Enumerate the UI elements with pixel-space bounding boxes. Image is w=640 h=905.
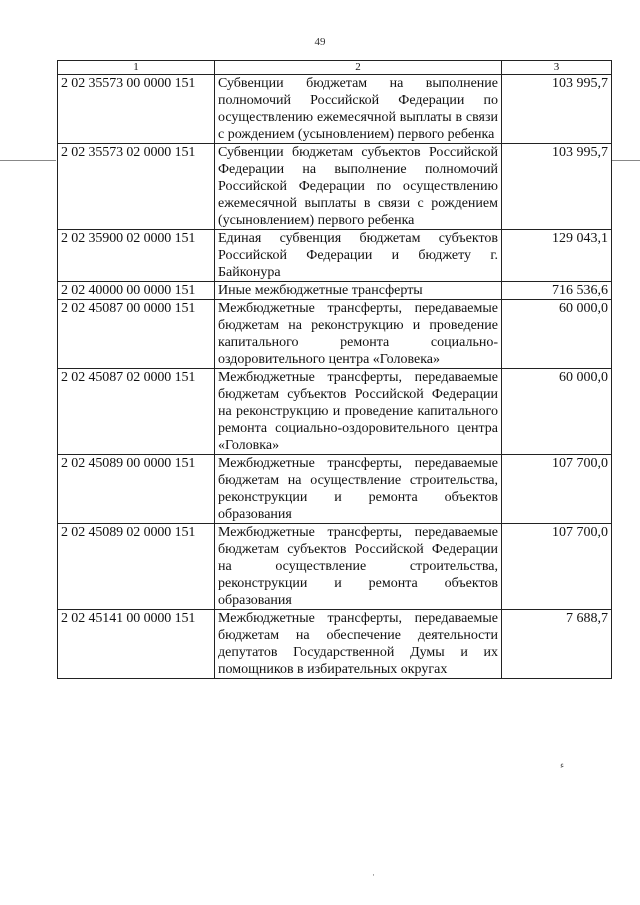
amount: 103 995,7 — [502, 75, 612, 144]
amount: 7 688,7 — [502, 610, 612, 679]
header-row — [58, 61, 612, 75]
table-row — [58, 300, 612, 369]
classification-code: 2 02 35900 02 0000 151 — [58, 230, 215, 282]
budget-table — [57, 60, 612, 679]
header-col-2: 2 — [215, 61, 502, 75]
classification-code: 2 02 45089 00 0000 151 — [58, 455, 215, 524]
classification-code: 2 02 35573 02 0000 151 — [58, 144, 215, 230]
revenue-name: Межбюджетные трансферты, передаваемые бюджетам субъектов Российской Федерации на реконструкцию и проведение капитального ремонта социально-оздоровительного центра «Головка» — [215, 369, 502, 455]
classification-code: 2 02 40000 00 0000 151 — [58, 282, 215, 300]
scan-speck: ء — [560, 760, 565, 770]
revenue-name: Единая субвенция бюджетам субъектов Российской Федерации и бюджету г. Байконура — [215, 230, 502, 282]
classification-code: 2 02 45087 02 0000 151 — [58, 369, 215, 455]
table-row — [58, 75, 612, 144]
header-col-3: 3 — [502, 61, 612, 75]
revenue-name: Межбюджетные трансферты, передаваемые бюджетам на реконструкцию и проведение капитального ремонта социально-оздоровительного центра «Головека» — [215, 300, 502, 369]
amount: 60 000,0 — [502, 369, 612, 455]
table-row — [58, 610, 612, 679]
table-row — [58, 144, 612, 230]
scan-artifact-line-left — [0, 160, 56, 161]
revenue-name: Межбюджетные трансферты, передаваемые бюджетам на обеспечение деятельности депутатов Государственной Думы и их помощников в избирательных округах — [215, 610, 502, 679]
classification-code: 2 02 45141 00 0000 151 — [58, 610, 215, 679]
revenue-name: Субвенции бюджетам субъектов Российской Федерации на выполнение полномочий Российской Федерации по осуществлению ежемесячной выплаты в связи с рождением (усыновлением) первого ребенка — [215, 144, 502, 230]
classification-code: 2 02 45089 02 0000 151 — [58, 524, 215, 610]
revenue-name: Иные межбюджетные трансферты — [215, 282, 502, 300]
amount: 107 700,0 — [502, 524, 612, 610]
table-row — [58, 282, 612, 300]
revenue-name: Межбюджетные трансферты, передаваемые бюджетам субъектов Российской Федерации на осуществление строительства, реконструкции и ремонта объектов образования — [215, 524, 502, 610]
scan-artifact-line-right — [612, 160, 640, 161]
amount: 107 700,0 — [502, 455, 612, 524]
classification-code: 2 02 45087 00 0000 151 — [58, 300, 215, 369]
amount: 129 043,1 — [502, 230, 612, 282]
amount: 103 995,7 — [502, 144, 612, 230]
header-col-1: 1 — [58, 61, 215, 75]
table-row — [58, 369, 612, 455]
classification-code: 2 02 35573 00 0000 151 — [58, 75, 215, 144]
revenue-name: Субвенции бюджетам на выполнение полномочий Российской Федерации по осуществлению ежемесячной выплаты в связи с рождением (усыновлением) первого ребенка — [215, 75, 502, 144]
page-number: 49 — [314, 36, 326, 48]
table-row — [58, 230, 612, 282]
table-row — [58, 524, 612, 610]
scan-speck: · — [372, 870, 375, 880]
revenue-name: Межбюджетные трансферты, передаваемые бюджетам на осуществление строительства, реконструкции и ремонта объектов образования — [215, 455, 502, 524]
table-row — [58, 455, 612, 524]
amount: 60 000,0 — [502, 300, 612, 369]
amount: 716 536,6 — [502, 282, 612, 300]
